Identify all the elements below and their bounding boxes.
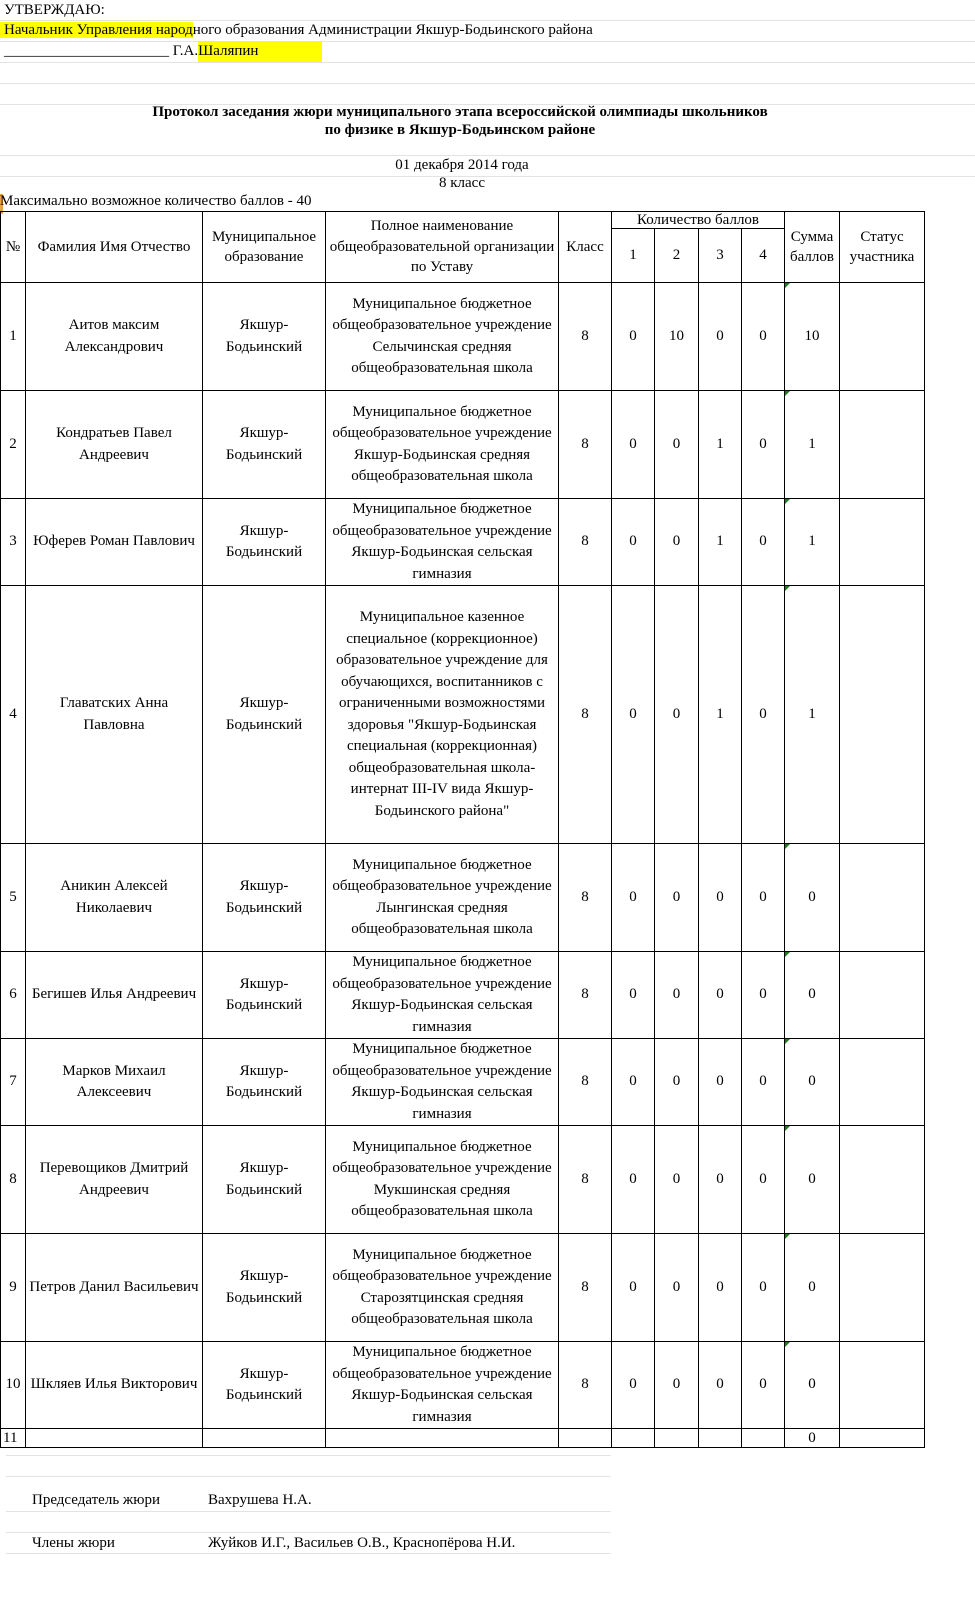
cell-sum: 1 [785, 391, 840, 499]
cell-task3: 1 [699, 391, 742, 499]
cell-grade: 8 [559, 952, 612, 1039]
cell-municipality: Якшур-Бодьинский [203, 844, 326, 952]
cell-task1: 0 [612, 1126, 655, 1234]
cell-grade: 8 [559, 844, 612, 952]
signer-name: Шаляпин [198, 41, 322, 62]
col-header-task1: 1 [612, 229, 655, 283]
cell-organization: Муниципальное казенное специальное (коррекционное) образовательное учреждение для обучающихся, воспитанников с ограниченными возможностями здоровья "Якшур-Бодьинская специальная (коррекционная) общеобразовательная школа-интернат III-IV вида Якшур-Бодьинского района" [326, 586, 559, 844]
cell-num: 11 [1, 1429, 26, 1448]
table-row [1, 586, 925, 844]
cell-grade: 8 [559, 391, 612, 499]
cell-task3: 0 [699, 1234, 742, 1342]
cell-organization: Муниципальное бюджетное общеобразовательное учреждение Лынгинская средняя общеобразовательная школа [326, 844, 559, 952]
cell-grade: 8 [559, 1039, 612, 1126]
col-header-task4: 4 [742, 229, 785, 283]
cell-grade: 8 [559, 1342, 612, 1429]
table-row [1, 391, 925, 499]
cell-indicator-icon [785, 1126, 790, 1131]
cell-task3: 0 [699, 283, 742, 391]
cell-sum: 0 [785, 952, 840, 1039]
cell-status [840, 1342, 925, 1429]
cell-municipality: Якшур-Бодьинский [203, 1342, 326, 1429]
cell-municipality: Якшур-Бодьинский [203, 1234, 326, 1342]
cell-organization: Муниципальное бюджетное общеобразовательное учреждение Якшур-Бодьинская средняя общеобразовательная школа [326, 391, 559, 499]
col-header-name: Фамилия Имя Отчество [26, 212, 203, 283]
cell-sum: 1 [785, 499, 840, 586]
cell-status [840, 499, 925, 586]
cell-name: Бегишев Илья Андреевич [26, 952, 203, 1039]
cell-indicator-icon [785, 391, 790, 396]
cell-organization: Муниципальное бюджетное общеобразовательное учреждение Якшур-Бодьинская сельская гимназия [326, 952, 559, 1039]
cell-municipality: Якшур-Бодьинский [203, 391, 326, 499]
cell-num: 4 [1, 586, 26, 844]
results-table [0, 211, 925, 1448]
table-row [1, 499, 925, 586]
cell-task1: 0 [612, 1342, 655, 1429]
cell-sum: 0 [785, 1039, 840, 1126]
cell-task4: 0 [742, 283, 785, 391]
cell-empty [559, 1429, 612, 1448]
cell-empty [203, 1429, 326, 1448]
cell-municipality: Якшур-Бодьинский [203, 1126, 326, 1234]
cell-sum: 0 [785, 1429, 840, 1448]
cell-grade: 8 [559, 586, 612, 844]
cell-grade: 8 [559, 499, 612, 586]
cell-task2: 0 [655, 1039, 699, 1126]
header-row-top [1, 212, 925, 229]
cell-task3: 0 [699, 1039, 742, 1126]
cell-task1: 0 [612, 391, 655, 499]
cell-task2: 0 [655, 499, 699, 586]
cell-task4: 0 [742, 499, 785, 586]
cell-empty [326, 1429, 559, 1448]
cell-task4: 0 [742, 1234, 785, 1342]
jury-members-label: Члены жюри [32, 1535, 115, 1551]
cell-task2: 0 [655, 1234, 699, 1342]
table-row [1, 844, 925, 952]
approval-signature [4, 41, 322, 62]
cell-status [840, 844, 925, 952]
approval-position-rest: ного образования Администрации Якшур-Бодьинского района [192, 22, 593, 38]
cell-organization: Муниципальное бюджетное общеобразовательное учреждение Якшур-Бодьинская сельская гимназия [326, 1039, 559, 1126]
cell-status [840, 1126, 925, 1234]
cell-num: 10 [1, 1342, 26, 1429]
cell-empty [742, 1429, 785, 1448]
protocol-title-line2: по физике в Якшур-Бодьинском районе [324, 122, 596, 138]
cell-num: 8 [1, 1126, 26, 1234]
cell-task2: 0 [655, 391, 699, 499]
cell-task3: 0 [699, 844, 742, 952]
cell-municipality: Якшур-Бодьинский [203, 952, 326, 1039]
cell-num: 7 [1, 1039, 26, 1126]
jury-members-names: Жуйков И.Г., Васильев О.В., Краснопёрова Н.И. [208, 1535, 516, 1551]
cell-name: Аитов максим Александрович [26, 283, 203, 391]
cell-municipality: Якшур-Бодьинский [203, 499, 326, 586]
cell-grade: 8 [559, 1126, 612, 1234]
cell-name: Аникин Алексей Николаевич [26, 844, 203, 952]
cell-grade: 8 [559, 283, 612, 391]
cell-num: 1 [1, 283, 26, 391]
approval-title: УТВЕРЖДАЮ: [4, 2, 105, 18]
cell-task3: 0 [699, 1342, 742, 1429]
table-row-total [1, 1429, 925, 1448]
cell-status [840, 283, 925, 391]
cell-indicator-icon [785, 283, 790, 288]
cell-organization: Муниципальное бюджетное общеобразовательное учреждение Селычинская средняя общеобразовательная школа [326, 283, 559, 391]
cell-indicator-icon [785, 844, 790, 849]
cell-municipality: Якшур-Бодьинский [203, 1039, 326, 1126]
cell-task4: 0 [742, 1126, 785, 1234]
protocol-date: 01 декабря 2014 года [395, 157, 529, 173]
cell-empty [699, 1429, 742, 1448]
cell-name: Шкляев Илья Викторович [26, 1342, 203, 1429]
cell-task2: 0 [655, 952, 699, 1039]
cell-empty [612, 1429, 655, 1448]
cell-sum: 0 [785, 1234, 840, 1342]
table-row [1, 283, 925, 391]
cell-task4: 0 [742, 586, 785, 844]
cell-indicator-icon [785, 1342, 790, 1347]
cell-municipality: Якшур-Бодьинский [203, 283, 326, 391]
cell-task2: 0 [655, 1342, 699, 1429]
approval-position-highlight: Начальник Управления народ [0, 22, 193, 38]
table-row [1, 952, 925, 1039]
cell-task2: 10 [655, 283, 699, 391]
cell-task1: 0 [612, 844, 655, 952]
table-row [1, 1126, 925, 1234]
cell-num: 5 [1, 844, 26, 952]
cell-indicator-icon [785, 1234, 790, 1239]
approval-position [0, 20, 593, 41]
col-header-sum: Сумма баллов [785, 212, 840, 283]
cell-sum: 0 [785, 1126, 840, 1234]
cell-task1: 0 [612, 1234, 655, 1342]
cell-task4: 0 [742, 1039, 785, 1126]
cell-status [840, 952, 925, 1039]
cell-task2: 0 [655, 1126, 699, 1234]
cell-organization: Муниципальное бюджетное общеобразовательное учреждение Якшур-Бодьинская сельская гимназия [326, 499, 559, 586]
col-header-organization: Полное наименование общеобразовательной организации по Уставу [326, 212, 559, 283]
cell-empty [655, 1429, 699, 1448]
cell-name: Перевощиков Дмитрий Андреевич [26, 1126, 203, 1234]
cell-task3: 1 [699, 499, 742, 586]
cell-task4: 0 [742, 391, 785, 499]
cell-status [840, 1039, 925, 1126]
signature-line: ______________________ [4, 43, 169, 59]
cell-task3: 0 [699, 1126, 742, 1234]
max-score-note: Максимально возможное количество баллов - 40 [0, 193, 312, 209]
cell-indicator-icon [785, 1039, 790, 1044]
jury-chair-label: Председатель жюри [32, 1492, 161, 1508]
cell-task1: 0 [612, 586, 655, 844]
protocol-title-line1: Протокол заседания жюри муниципального этапа всероссийской олимпиады школьников [152, 104, 768, 120]
cell-num: 2 [1, 391, 26, 499]
cell-task4: 0 [742, 844, 785, 952]
cell-task2: 0 [655, 586, 699, 844]
col-header-grade: Класс [559, 212, 612, 283]
cell-status [840, 586, 925, 844]
cell-empty [840, 1429, 925, 1448]
cell-organization: Муниципальное бюджетное общеобразовательное учреждение Якшур-Бодьинская сельская гимназия [326, 1342, 559, 1429]
cell-organization: Муниципальное бюджетное общеобразовательное учреждение Мукшинская средняя общеобразовательная школа [326, 1126, 559, 1234]
col-header-status: Статус участника [840, 212, 925, 283]
cell-task1: 0 [612, 952, 655, 1039]
col-header-task2: 2 [655, 229, 699, 283]
cell-task4: 0 [742, 952, 785, 1039]
cell-name: Петров Данил Васильевич [26, 1234, 203, 1342]
cell-empty [26, 1429, 203, 1448]
col-header-task3: 3 [699, 229, 742, 283]
jury-chair-name: Вахрушева Н.А. [208, 1492, 312, 1508]
cell-task2: 0 [655, 844, 699, 952]
cell-sum: 1 [785, 586, 840, 844]
cell-num: 6 [1, 952, 26, 1039]
cell-indicator-icon [785, 586, 790, 591]
cell-status [840, 1234, 925, 1342]
col-header-scores-group: Количество баллов [612, 212, 785, 229]
cell-sum: 10 [785, 283, 840, 391]
cell-task1: 0 [612, 499, 655, 586]
cell-status [840, 391, 925, 499]
col-header-num: № [1, 212, 26, 283]
cell-name: Кондратьев Павел Андреевич [26, 391, 203, 499]
cell-sum: 0 [785, 1342, 840, 1429]
protocol-grade: 8 класс [439, 175, 485, 191]
cell-municipality: Якшур-Бодьинский [203, 586, 326, 844]
table-row [1, 1342, 925, 1429]
cell-name: Главатских Анна Павловна [26, 586, 203, 844]
table-row [1, 1234, 925, 1342]
cell-indicator-icon [785, 952, 790, 957]
cell-task1: 0 [612, 283, 655, 391]
table-row [1, 1039, 925, 1126]
cell-sum: 0 [785, 844, 840, 952]
cell-num: 3 [1, 499, 26, 586]
cell-name: Марков Михаил Алексеевич [26, 1039, 203, 1126]
cell-num: 9 [1, 1234, 26, 1342]
cell-organization: Муниципальное бюджетное общеобразовательное учреждение Старозятцинская средняя общеобразовательная школа [326, 1234, 559, 1342]
cell-task3: 1 [699, 586, 742, 844]
signer-prefix: Г.А. [172, 43, 199, 59]
cell-grade: 8 [559, 1234, 612, 1342]
cell-task1: 0 [612, 1039, 655, 1126]
cell-name: Юферев Роман Павлович [26, 499, 203, 586]
cell-task4: 0 [742, 1342, 785, 1429]
col-header-municipality: Муниципальное образование [203, 212, 326, 283]
cell-indicator-icon [785, 499, 790, 504]
cell-task3: 0 [699, 952, 742, 1039]
